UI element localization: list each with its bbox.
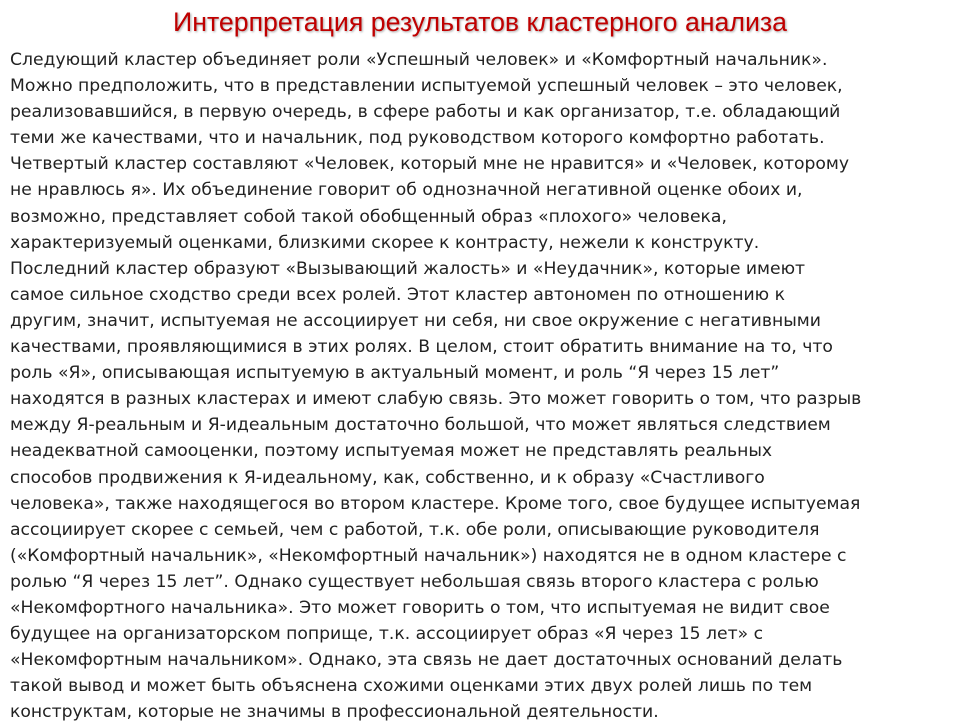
text-line: ролью “Я через 15 лет”. Однако существует небольшая связь второго кластера с ролью <box>10 571 819 592</box>
slide-title: Интерпретация результатов кластерного анализа <box>173 7 787 37</box>
text-line: между Я-реальным и Я-идеальным достаточно большой, что может являться следствием <box>10 415 831 436</box>
text-line: «Некомфортным начальником». Однако, эта связь не дает достаточных оснований делать <box>10 650 843 671</box>
text-line: («Комфортный начальник», «Некомфортный начальник») находятся не в одном кластере с <box>10 545 847 566</box>
text-line: теми же качествами, что и начальник, под руководством которого комфортно работать. <box>10 128 825 149</box>
text-line: качествами, проявляющимися в этих ролях. В целом, стоит обратить внимание на то, что <box>10 337 833 358</box>
text-line: Четвертый кластер составляют «Человек, который мне не нравится» и «Человек, которому <box>10 154 850 175</box>
text-line: характеризуемый оценками, близкими скорее к контрасту, нежели к конструкту. <box>10 232 760 253</box>
text-line: способов продвижения к Я-идеальному, как, собственно, и к образу «Счастливого <box>10 467 765 488</box>
text-line: ассоциирует скорее с семьей, чем с работой, т.к. обе роли, описывающие руководителя <box>10 519 820 540</box>
slide-body-text <box>10 47 955 725</box>
text-line: находятся в разных кластерах и имеют слабую связь. Это может говорить о том, что разрыв <box>10 389 862 410</box>
text-line: Можно предположить, что в представлении испытуемой успешный человек – это человек, <box>10 76 843 97</box>
text-line: такой вывод и может быть объяснена схожими оценками этих двух ролей лишь по тем <box>10 676 813 697</box>
text-line: конструктам, которые не значимы в профессиональной деятельности. <box>10 702 659 723</box>
text-line: возможно, представляет собой такой обобщенный образ «плохого» человека, <box>10 206 727 227</box>
text-line: человека», также находящегося во втором кластере. Кроме того, свое будущее испытуемая <box>10 493 861 514</box>
text-line: самое сильное сходство среди всех ролей. Этот кластер автономен по отношению к <box>10 284 785 305</box>
text-line: Последний кластер образуют «Вызывающий жалость» и «Неудачник», которые имеют <box>10 258 806 279</box>
text-line: «Некомфортного начальника». Это может говорить о том, что испытуемая не видит свое <box>10 597 830 618</box>
text-line: не нравлюсь я». Их объединение говорит об однозначной негативной оценке обоих и, <box>10 180 803 201</box>
text-line: реализовавшийся, в первую очередь, в сфере работы и как организатор, т.е. обладающий <box>10 102 841 123</box>
text-line: будущее на организаторском поприще, т.к. ассоциирует образ «Я через 15 лет» с <box>10 624 764 645</box>
text-line: Следующий кластер объединяет роли «Успешный человек» и «Комфортный начальник». <box>10 50 828 70</box>
text-line: неадекватной самооценки, поэтому испытуемая может не представлять реальных <box>10 441 773 462</box>
text-line: другим, значит, испытуемая не ассоциирует ни себя, ни свое окружение с негативными <box>10 310 821 331</box>
text-line: роль «Я», описывающая испытуемую в актуальный момент, и роль “Я через 15 лет” <box>10 363 780 384</box>
